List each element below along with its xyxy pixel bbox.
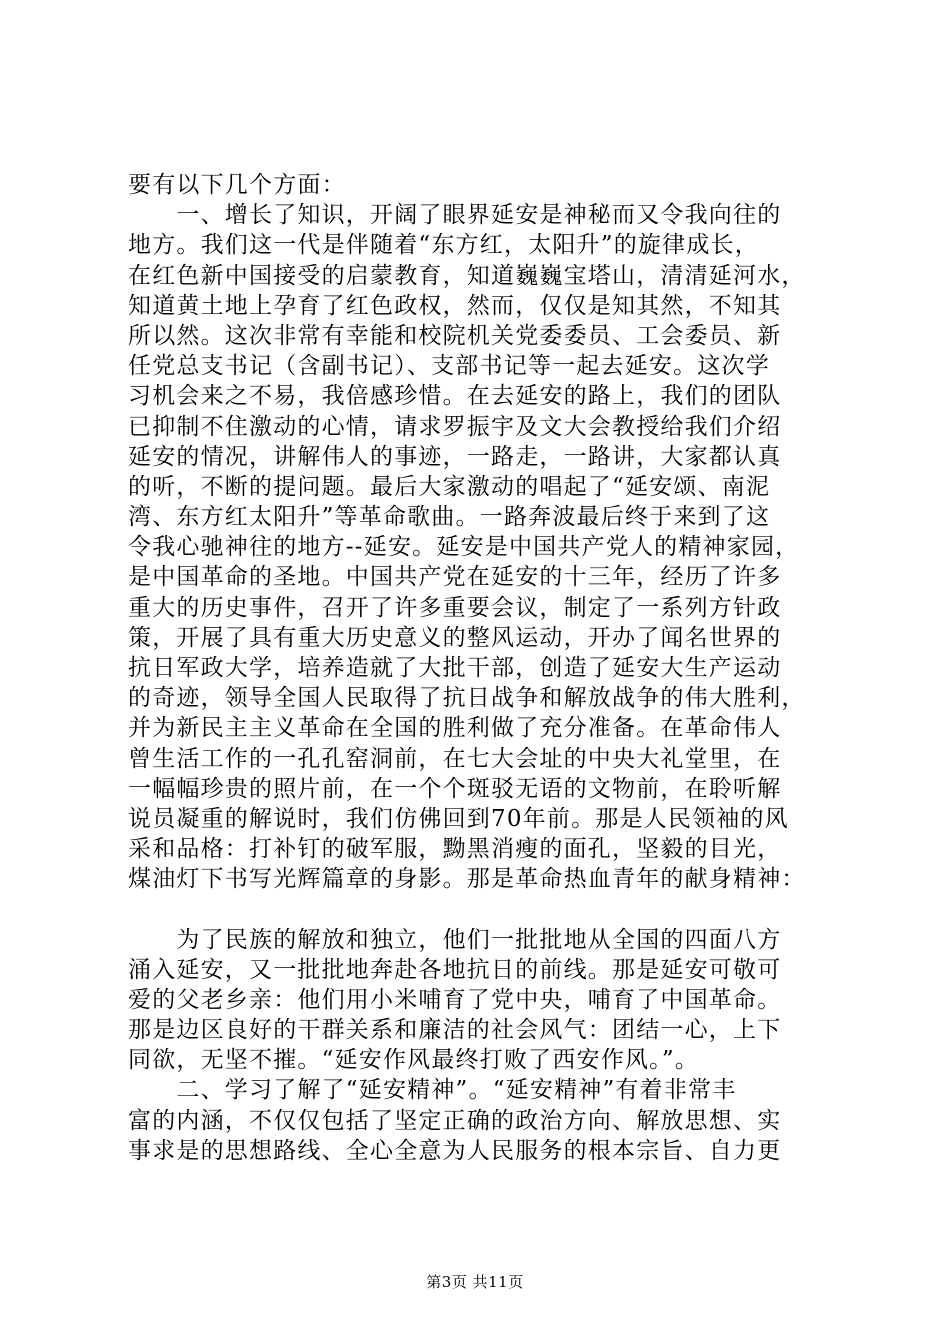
text-line: 说员凝重的解说时，我们仿佛回到70年前。那是人民领袖的风 [128,805,789,832]
text-line: 爱的父老乡亲：他们用小米哺育了党中央，哺育了中国革命。 [128,986,782,1013]
text-line: 地方。我们这一代是伴随着“东方红，太阳升”的旋律成长， [128,232,759,259]
text-line: 任党总支书记（含副书记）、支部书记等一起去延安。这次学 [128,353,770,380]
text-line: 在红色新中国接受的启蒙教育，知道巍巍宝塔山，清清延河水， [128,262,806,289]
text-block-2 [128,925,840,1167]
text-line: 重大的历史事件，召开了许多重要会议，制定了一系列方针政 [128,594,782,621]
text-line: 所以然。这次非常有幸能和校院机关党委委员、工会委员、新 [128,322,782,349]
text-line: 那是边区良好的干群关系和廉洁的社会风气：团结一心，上下 [128,1017,782,1044]
text-line: 的听，不断的提问题。最后大家激动的唱起了“延安颂、南泥 [128,473,771,500]
text-line: 已抑制不住激动的心情，请求罗振宇及文大会教授给我们介绍 [128,413,782,440]
document-body [128,170,840,1166]
text-line: 同欲，无坚不摧。“延安作风最终打败了西安作风。”。 [128,1047,700,1074]
text-line: 涌入延安，又一批批地奔赴各地抗日的前线。那是延安可敬可 [128,956,782,983]
text-line: 的奇迹，领导全国人民取得了抗日战争和解放战争的伟大胜利， [128,685,806,712]
text-line: 湾、东方红太阳升”等革命歌曲。一路奔波最后终于来到了这 [128,504,771,531]
paragraph-gap [128,895,840,925]
page-footer: 第3页 共11页 [426,1273,524,1291]
text-line: 为了民族的解放和独立，他们一批批地从全国的四面八方 [128,926,782,953]
text-line: 策，开展了具有重大历史意义的整风运动，开办了闻名世界的 [128,624,782,651]
text-line: 要有以下几个方面： [128,172,346,198]
text-line: 一幅幅珍贵的照片前，在一个个斑驳无语的文物前，在聆听解 [128,775,782,802]
text-line: 令我心驰神往的地方--延安。延安是中国共产党人的精神家园， [128,534,800,561]
text-line: 一、增长了知识，开阔了眼界延安是神秘而又令我向往的 [128,202,782,229]
text-line: 知道黄土地上孕育了红色政权，然而，仅仅是知其然，不知其 [128,292,782,319]
text-line: 抗日军政大学，培养造就了大批干部，创造了延安大生产运动 [128,655,782,681]
text-line: 采和品格：打补钉的破军服，黝黑消瘦的面孔，坚毅的目光， [128,836,782,863]
text-line: 是中国革命的圣地。中国共产党在延安的十三年，经历了许多 [128,564,782,591]
text-line: 富的内涵，不仅仅包括了坚定正确的政治方向、解放思想、实 [128,1107,782,1134]
text-line: 煤油灯下书写光辉篇章的身影。那是革命热血青年的献身精神： [128,866,806,893]
text-line: 事求是的思想路线、全心全意为人民服务的根本宗旨、自力更 [128,1137,782,1164]
text-line: 并为新民主主义革命在全国的胜利做了充分准备。在革命伟人 [128,715,782,742]
text-line: 二、学习了解了“延安精神”。“延安精神”有着非常丰 [128,1077,737,1104]
text-line: 曾生活工作的一孔孔窑洞前，在七大会址的中央大礼堂里，在 [128,745,782,772]
text-line: 延安的情况，讲解伟人的事迹，一路走，一路讲，大家都认真 [128,443,782,470]
text-line: 习机会来之不易，我倍感珍惜。在去延安的路上，我们的团队 [128,383,782,410]
text-block-1 [128,170,840,895]
